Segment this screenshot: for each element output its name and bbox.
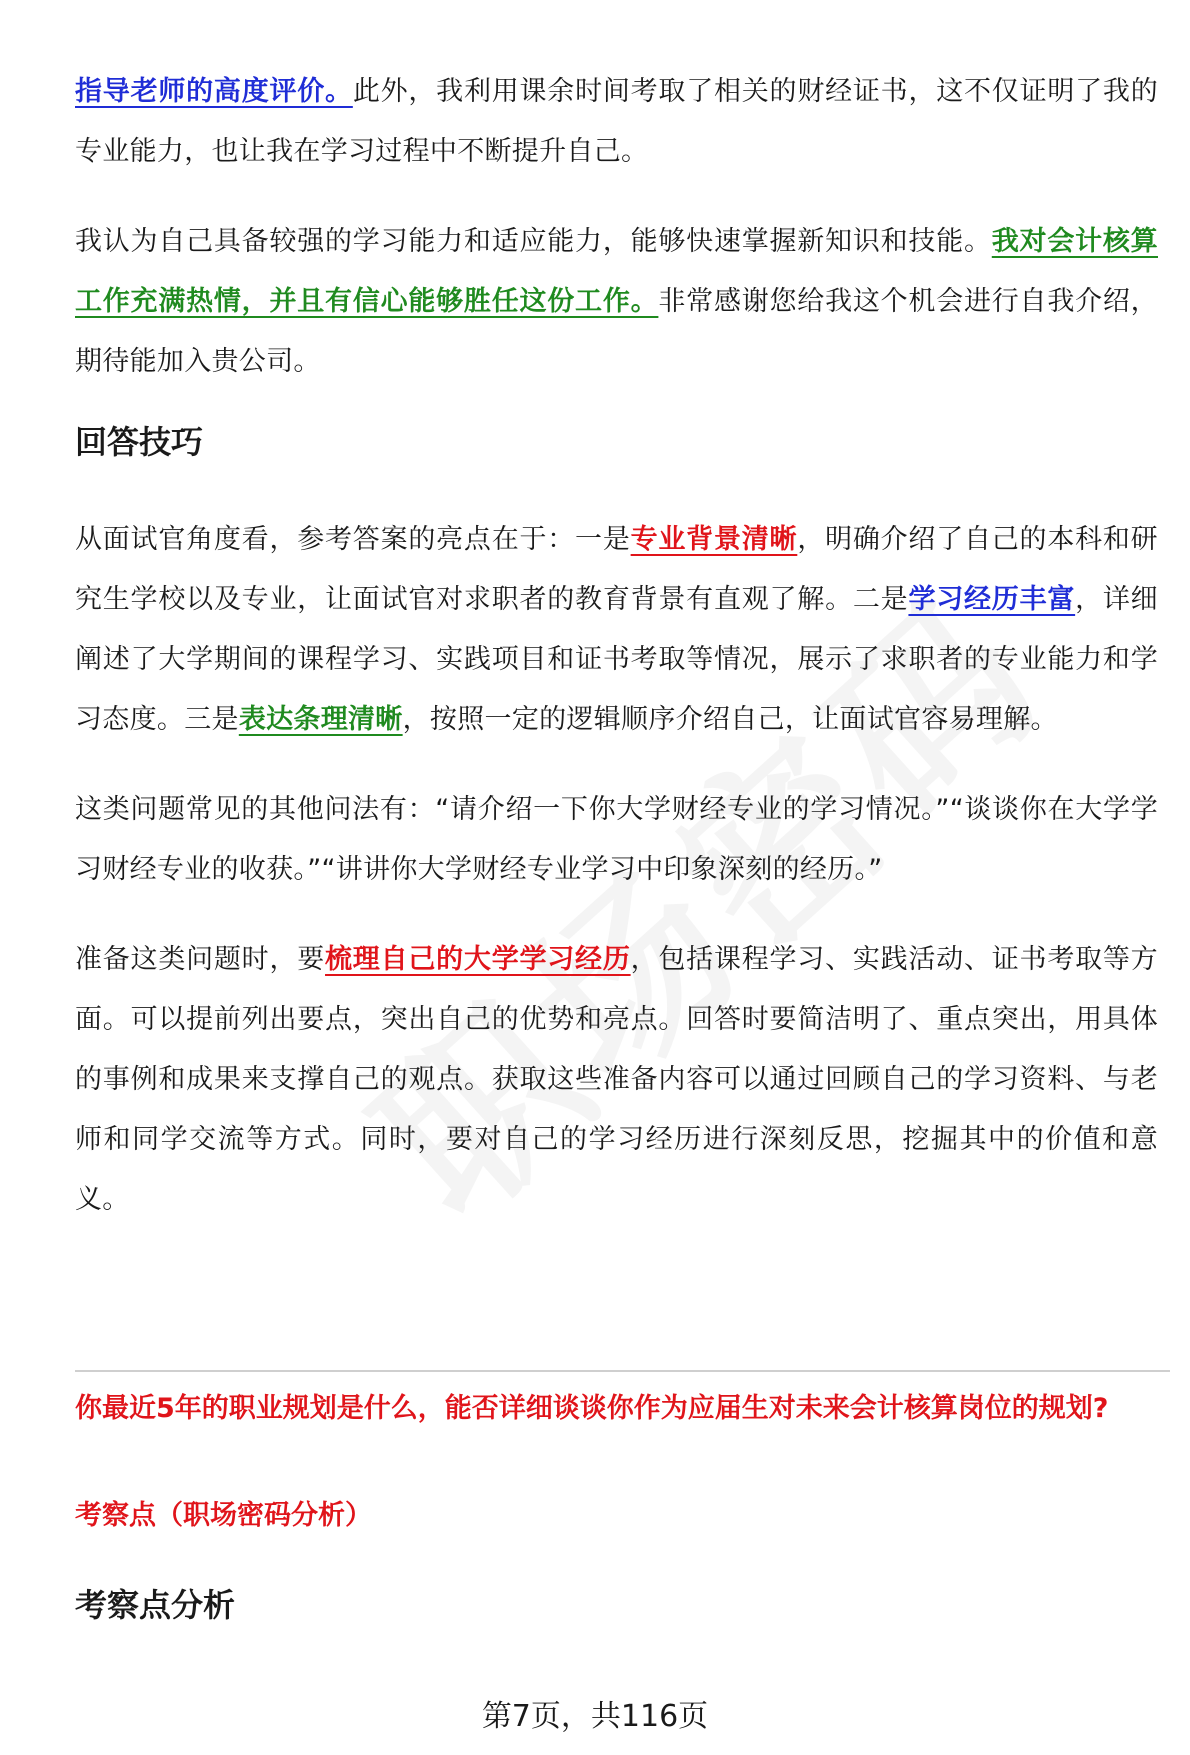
- highlight-experience: 学习经历丰富: [908, 584, 1076, 615]
- tips-heading: 回答技巧: [75, 423, 204, 461]
- highlight-passion: 我对会计核算工作充满热情，并且有信心能够胜任这份工作。: [75, 226, 1158, 317]
- paragraph-intro-end: [75, 62, 1158, 182]
- section-divider: [75, 1370, 1170, 1372]
- paragraph-tips-highlights: [75, 510, 1158, 750]
- key-point-heading: 考察点分析: [75, 1586, 236, 1624]
- paragraph-text: ，按照一定的逻辑顺序介绍自己，让面试官容易理解。: [402, 704, 1058, 735]
- key-point-label: 考察点（职场密码分析）: [75, 1500, 372, 1531]
- paragraph-text: 从面试官角度看，参考答案的亮点在于：一是: [75, 524, 631, 555]
- paragraph-text: 准备这类问题时，要: [75, 944, 326, 975]
- paragraph-alternative-questions: 这类问题常见的其他问法有：“请介绍一下你大学财经专业的学习情况。”“谈谈你在大学学习财经专业的收获。”“讲讲你大学财经专业学习中印象深刻的经历。”: [75, 794, 1158, 885]
- highlight-teacher-evaluation: 指导老师的高度评价。: [75, 76, 353, 107]
- page-footer: 第7页，共116页: [481, 1699, 709, 1734]
- paragraph-preparation: [75, 930, 1158, 1230]
- highlight-review-experience: 梳理自己的大学学习经历: [325, 944, 631, 975]
- paragraph-text: ，包括课程学习、实践活动、证书考取等方面。可以提前列出要点，突出自己的优势和亮点。回答时要简洁明了、重点突出，用具体的事例和成果来支撑自己的观点。获取这些准备内容可以通过回顾自己的学习资料、与老师和同学交流等方式。同时，要对自己的学习经历进行深刻反思，挖掘其中的价值和意义。: [75, 944, 1158, 1215]
- page-content: [75, 62, 1158, 1260]
- paragraph-ability: [75, 212, 1158, 392]
- question-title: 你最近5年的职业规划是什么，能否详细谈谈你作为应届生对未来会计核算岗位的规划?: [75, 1393, 1109, 1424]
- highlight-background: 专业背景清晰: [630, 524, 798, 555]
- paragraph-text: ，详细阐述了大学期间的课程学习、实践项目和证书考取等情况，展示了求职者的专业能力和学习态度。三是: [75, 584, 1158, 735]
- highlight-expression: 表达条理清晰: [238, 704, 403, 735]
- paragraph-text: 我认为自己具备较强的学习能力和适应能力，能够快速掌握新知识和技能。: [75, 226, 992, 257]
- paragraph-text: 此外，我利用课余时间考取了相关的财经证书，这不仅证明了我的专业能力，也让我在学习过程中不断提升自己。: [75, 76, 1159, 167]
- paragraph-text: 非常感谢您给我这个机会进行自我介绍，期待能加入贵公司。: [75, 286, 1158, 377]
- paragraph-text: ，明确介绍了自己的本科和研究生学校以及专业，让面试官对求职者的教育背景有直观了解。二是: [75, 524, 1158, 615]
